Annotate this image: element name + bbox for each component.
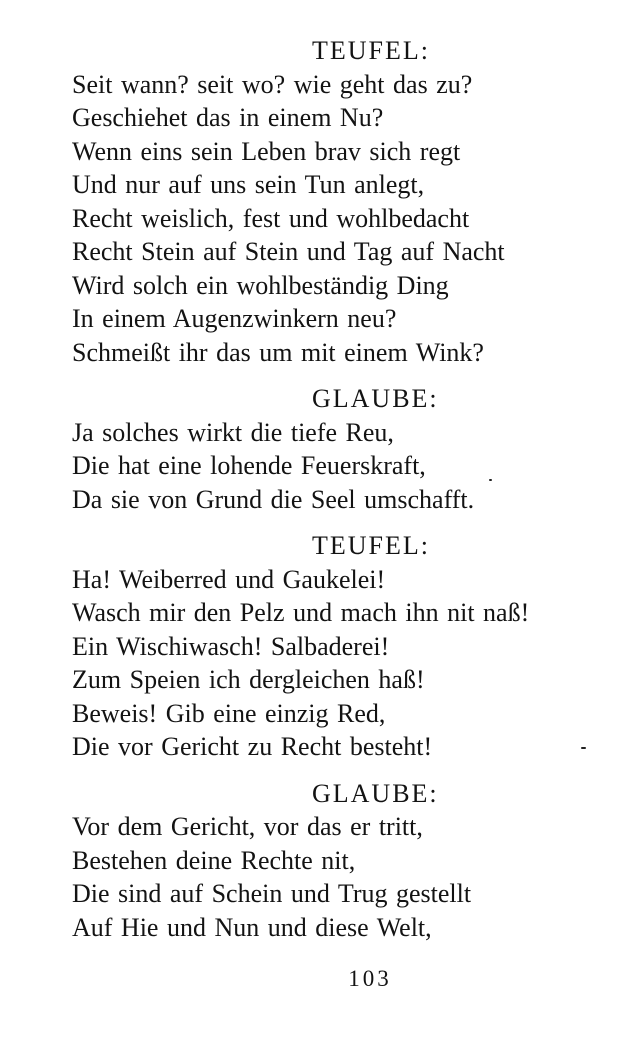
verse-line: Die vor Gericht zu Recht besteht! — [72, 732, 433, 761]
verse-line: Vor dem Gericht, vor das er tritt, — [72, 812, 423, 841]
stanza — [72, 382, 621, 516]
verse-line: Ha! Weiberred und Gaukelei! — [72, 564, 386, 594]
speaker-heading: TEUFEL: — [312, 36, 430, 65]
page-number: 103 — [348, 966, 392, 991]
verse-line: Zum Speien ich dergleichen haß! — [72, 665, 425, 694]
stanza — [72, 34, 621, 369]
verse-line: Die hat eine lohende Feuerskraft, — [72, 451, 426, 480]
verse-line: Beweis! Gib eine einzig Red, — [72, 698, 386, 728]
speaker-heading: GLAUBE: — [312, 384, 439, 413]
verse-line: Recht weislich, fest und wohlbedacht — [72, 203, 470, 233]
speaker-heading: TEUFEL: — [312, 531, 430, 560]
scan-speck — [489, 479, 492, 481]
stanza — [72, 529, 621, 764]
verse-line: Und nur auf uns sein Tun anlegt, — [72, 170, 425, 199]
verse-line: Geschiehet das in einem Nu? — [72, 103, 384, 132]
stanza — [72, 777, 621, 945]
verse-line: Recht Stein auf Stein und Tag auf Nacht — [72, 237, 505, 266]
verse-line: Wasch mir den Pelz und mach ihn nit naß! — [72, 598, 530, 627]
verse-line: Seit wann? seit wo? wie geht das zu? — [72, 69, 473, 99]
scan-speck — [581, 747, 586, 749]
verse-line: Da sie von Grund die Seel umschafft. — [72, 484, 475, 514]
verse-line: Wenn eins sein Leben brav sich regt — [72, 136, 461, 166]
verse-line: Schmeißt ihr das um mit einem Wink? — [72, 337, 484, 367]
verse-line: Auf Hie und Nun und diese Welt, — [72, 912, 432, 942]
poem-text — [0, 34, 621, 944]
speaker-heading: GLAUBE: — [312, 778, 439, 808]
verse-line: Die sind auf Schein und Trug gestellt — [72, 879, 472, 908]
verse-line: In einem Augenzwinkern neu? — [72, 304, 397, 333]
verse-line: Bestehen deine Rechte nit, — [72, 845, 356, 875]
verse-line: Ein Wischiwasch! Salbaderei! — [72, 631, 390, 661]
verse-line: Ja solches wirkt die tiefe Reu, — [72, 417, 394, 447]
verse-line: Wird solch ein wohlbeständig Ding — [72, 270, 449, 300]
